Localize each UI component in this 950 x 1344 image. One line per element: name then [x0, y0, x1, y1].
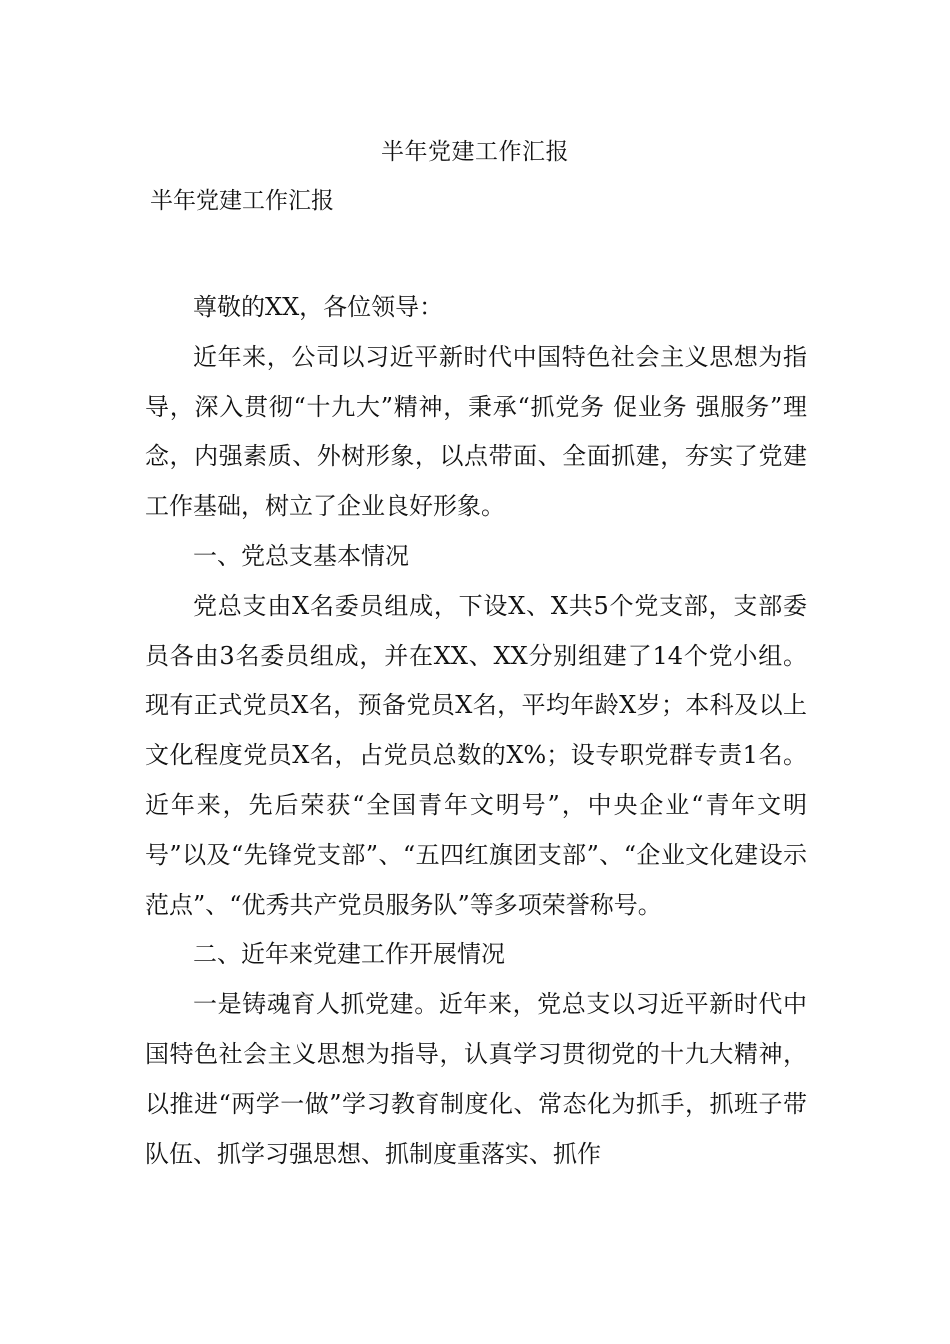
paragraph-intro: 近年来，公司以习近平新时代中国特色社会主义思想为指导，深入贯彻“十九大”精神，秉承“抓党务 促业务 强服务”理念，内强素质、外树形象，以点带面、全面抓建，夯实了党建工作基础，树立了企业良好形象。 — [145, 342, 807, 521]
section-heading-2: 二、近年来党建工作开展情况 — [193, 940, 505, 969]
section-heading-1: 一、党总支基本情况 — [193, 541, 409, 570]
document-body — [145, 283, 807, 1179]
document-title: 半年党建工作汇报 — [381, 139, 569, 165]
paragraph-work-progress: 一是铸魂育人抓党建。近年来，党总支以习近平新时代中国特色社会主义思想为指导，认真学习贯彻党的十九大精神，以推进“两学一做”学习教育制度化、常态化为抓手，抓班子带队伍、抓学习强思想、抓制度重落实、抓作 — [145, 990, 807, 1168]
salutation: 尊敬的XX，各位领导： — [193, 293, 444, 321]
paragraph-basic-info: 党总支由X名委员组成，下设X、X共5个党支部，支部委员各由3名委员组成，并在XX、XX分别组建了14个党小组。现有正式党员X名，预备党员X名，平均年龄X岁；本科及以上文化程度党员X名，占党员总数的X%；设专职党群专责1名。近年来，先后荣获“全国青年文明号”，中央企业“青年文明号”以及“先锋党支部”、“五四红旗团支部”、“企业文化建设示范点”、“优秀共产党员服务队”等多项荣誉称号。 — [145, 591, 807, 919]
document-subtitle: 半年党建工作汇报 — [150, 188, 334, 214]
